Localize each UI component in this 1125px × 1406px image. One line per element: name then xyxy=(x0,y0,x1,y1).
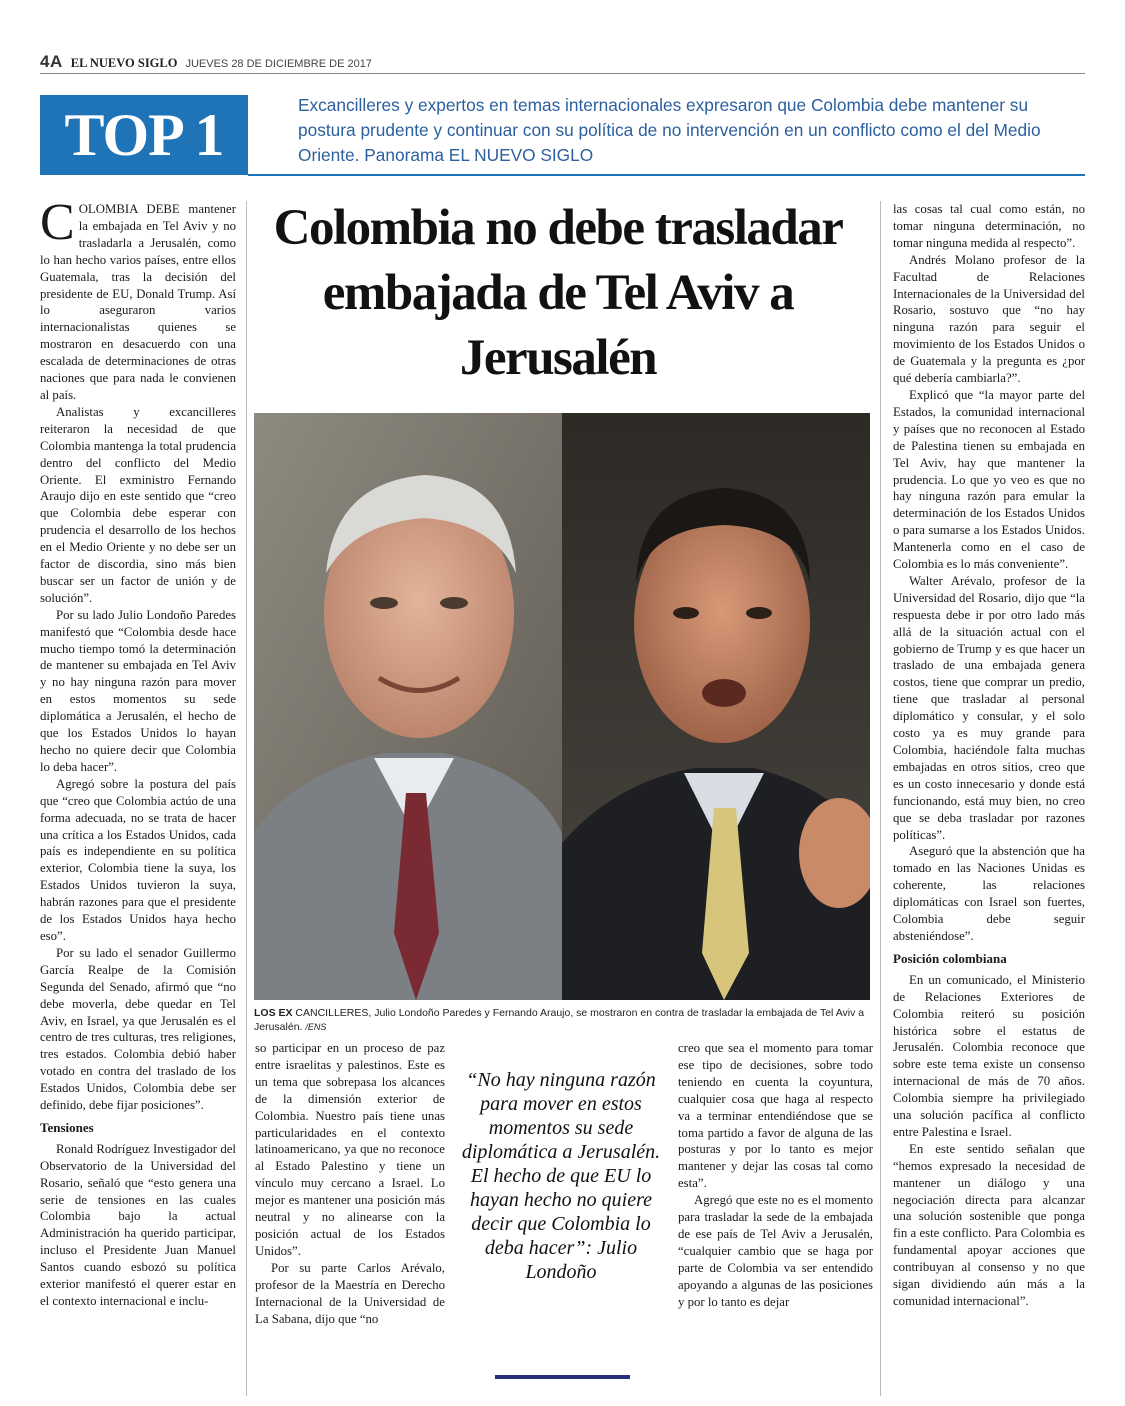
article-column-3 xyxy=(678,1040,873,1395)
column-divider xyxy=(880,201,881,1396)
photo-illustration xyxy=(254,413,870,1000)
paragraph: Por su lado el senador Guillermo García Realpe de la Comisión Segunda del Senado, afirmó que “no debe moverla, debe quedar en Tel Aviv, en Israel, ya que Jerusalén es el centro de tres culturas, tres religiones, tres estados. Colombia debió haber votado en contra del traslado de los Estados Unidos, Colombia debe ser definido, debe fijar posiciones”. xyxy=(40,945,236,1113)
article-column-2 xyxy=(255,1040,445,1395)
article-column-4 xyxy=(893,201,1085,1396)
paragraph: En este sentido señalan que “hemos expresado la necesidad de mantener un diálogo y una negociación directa para alcanzar una solución sostenible que ponga fin a este conflicto. Para Colombia es fundamental apoyar acciones que contribuyan al consenso y no que sigan dividiendo aún más a la comunidad internacional”. xyxy=(893,1141,1085,1308)
lead-paragraph: COLOMBIA DEBE mantener la embajada en Tel Aviv y no trasladarla a Jerusalén, como lo han hecho varios países, entre ellos Guatemala, tras la decisión del presidente de EU, Donald Trump. Así lo aseguraron varios internacionalistas quienes se mostraron en desacuerdo con una escalada de determinaciones de otras naciones que para nada le convienen al país. xyxy=(40,201,236,402)
column-divider xyxy=(246,201,247,1396)
paragraph: Agregó que este no es el momento para trasladar la sede de la embajada de ese país de Tel Aviv a Jerusalén, “cualquier cambio que se haga por parte de Colombia va ser entendido apoyando a algunas de las posiciones y por lo tanto es dejar xyxy=(678,1193,873,1309)
article-column-1 xyxy=(40,201,236,1396)
pull-quote: “No hay ninguna razón para mover en estos momentos su sede diplomática a Jerusalén. El hecho de que EU lo hayan hecho no quiere decir que Colombia lo deba hacer”: Julio Londoño xyxy=(461,1069,661,1283)
subhead-tensiones: Tensiones xyxy=(40,1119,94,1135)
page-number: 4A xyxy=(40,52,63,71)
paragraph: Walter Arévalo, profesor de la Universidad del Rosario, dijo que “la respuesta debe ir por otro lado más allá de la situación actual con el gobierno de Trump y es que hacer un traslado de una embajada genera costos, tiene que comprar un predio, tiene que trasladar al personal diplomático y consular, y el solo costo ya es muy grande para Colombia, haciéndole falta muchas embajadas en otros sitios, creo que es un costo innecesario y donde está funcionando, está muy bien, no creo que se deba trasladar por razones políticas”. xyxy=(893,573,1085,842)
headline: Colombia no debe trasladar embajada de Tel Aviv a Jerusalén xyxy=(273,200,843,386)
header-rule xyxy=(40,73,1085,74)
paragraph: En un comunicado, el Ministerio de Relaciones Exteriores de Colombia reiteró su posición histórica sobre el estatus de Jerusalén. Colombia reconoce que sobre este tema existe un consenso internacional de más de 70 años. Colombia siempre ha privilegiado una solución pacífica al conflicto entre Palestina e Israel. xyxy=(893,972,1085,1139)
caption-lead: LOS EX xyxy=(254,1007,293,1019)
paragraph: Analistas y excancilleres reiteraron la necesidad de que Colombia mantenga la total prudencia dentro del conflicto del Medio Oriente. El exministro Fernando Araujo dijo en este sentido que “creo que Colombia debe esperar con prudencia el desarrollo de los hechos en el Medio Oriente y no debe ser un factor de discordia, sino más bien buscar ser un factor de unión y de solución”. xyxy=(40,404,236,605)
photo-two-former-ministers xyxy=(254,413,870,1000)
paragraph: las cosas tal cual como están, no tomar ninguna determinación, no tomar ninguna medida al respecto”. xyxy=(893,202,1085,250)
paragraph: Por su parte Carlos Arévalo, profesor de la Maestría en Derecho Internacional de la Universidad de La Sabana, dijo que “no xyxy=(255,1260,445,1326)
section-badge: TOP 1 xyxy=(40,95,248,175)
issue-date: JUEVES 28 DE DICIEMBRE DE 2017 xyxy=(185,58,372,70)
page-folio xyxy=(40,52,372,74)
paragraph: Agregó sobre la postura del país que “creo que Colombia actúo de una forma adecuada, no se trata de hacer una crítica a los Estados Unidos, cada país es independiente en su política exterior, Colombia tiene la suya, los Estados Unidos tuvieron la suya, habrán razones para que el presidente de los Estados Unidos haya hecho eso”. xyxy=(40,776,236,943)
caption-text: CANCILLERES, Julio Londoño Paredes y Fernando Araujo, se mostraron en contra de trasladar la embajada de Tel Aviv a Jerusalén. xyxy=(254,1007,865,1033)
summary-rule xyxy=(248,174,1085,176)
paragraph: so participar en un proceso de paz entre israelitas y palestinos. Este es un tema que sobrepasa los alcances de la dimensión exterior de Colombia. Nuestro país tiene unas particularidades en el contexto latinoamericano, ya que no reconoce al Estado Palestino y tiene un vínculo muy cercano a Israel. Lo mejor es mantener una posición más neutral y no alinearse con la posición actual de los Estados Unidos”. xyxy=(255,1041,445,1258)
paragraph: creo que sea el momento para tomar ese tipo de decisiones, sobre todo teniendo en cuenta la coyuntura, cualquier cosa que haga al respecto va a terminar entendiéndose que se toma partido a favor de alguna de las posturas y por lo tanto es mejor mantener y dejar las cosas tal como esta”. xyxy=(678,1041,873,1191)
pull-quote-rule xyxy=(495,1375,630,1379)
article-summary: Excancilleres y expertos en temas internacionales expresaron que Colombia debe mantener su postura prudente y continuar con su política de no intervención en un conflicto como el del Medio Oriente. Panorama EL NUEVO SIGLO xyxy=(298,95,1041,165)
photo-credit: /ENS xyxy=(305,1022,327,1032)
paragraph: Andrés Molano profesor de la Facultad de Relaciones Internacionales de la Universidad del Rosario, sostuvo que “no hay ninguna razón para seguir el movimiento de los Estados Unidos o de Guatemala y la pregunta es ¿por qué debería cambiarla?”. xyxy=(893,252,1085,386)
paragraph: Ronald Rodríguez Investigador del Observatorio de la Universidad del Rosario, señaló que “esto genera una serie de tensiones en las cuales Colombia bajo la actual Administración ha querido participar, incluso el Presidente Juan Manuel Santos cuando esbozó su política exterior manifestó el querer estar en el contexto internacional e inclu- xyxy=(40,1141,236,1308)
paragraph: Aseguró que la abstención que ha tomado en las Naciones Unidas es coherente, las relaciones diplomáticas con Israel son fuertes, Colombia debe seguir absteniéndose”. xyxy=(893,844,1085,943)
paragraph: Explicó que “la mayor parte del Estados, la comunidad internacional y países que no reconocen al Estado de Palestina tienen su embajada en Tel Aviv, hay que mantener la prudencia. Lo que yo veo es que no hay ninguna razón para emular la determinación de los Estados Unidos o para sumarse a los Estados Unidos. Mantenerla como en el caso de Colombia es lo más conveniente”. xyxy=(893,387,1085,572)
drop-cap: C xyxy=(40,201,75,251)
subhead-posicion-colombiana: Posición colombiana xyxy=(893,950,1007,966)
paragraph: Por su lado Julio Londoño Paredes manifestó que “Colombia desde hace mucho tiempo tomó la determinación de mantener su embajada en Tel Aviv y no hay ninguna razón para mover en estos momentos su sede diplomática a Jerusalén, el hecho de que los Estados Unidos lo hayan hecho no quiere decir que Colombia lo deba hacer”. xyxy=(40,607,236,774)
newspaper-name: EL NUEVO SIGLO xyxy=(70,56,178,70)
photo-caption xyxy=(254,1006,870,1034)
